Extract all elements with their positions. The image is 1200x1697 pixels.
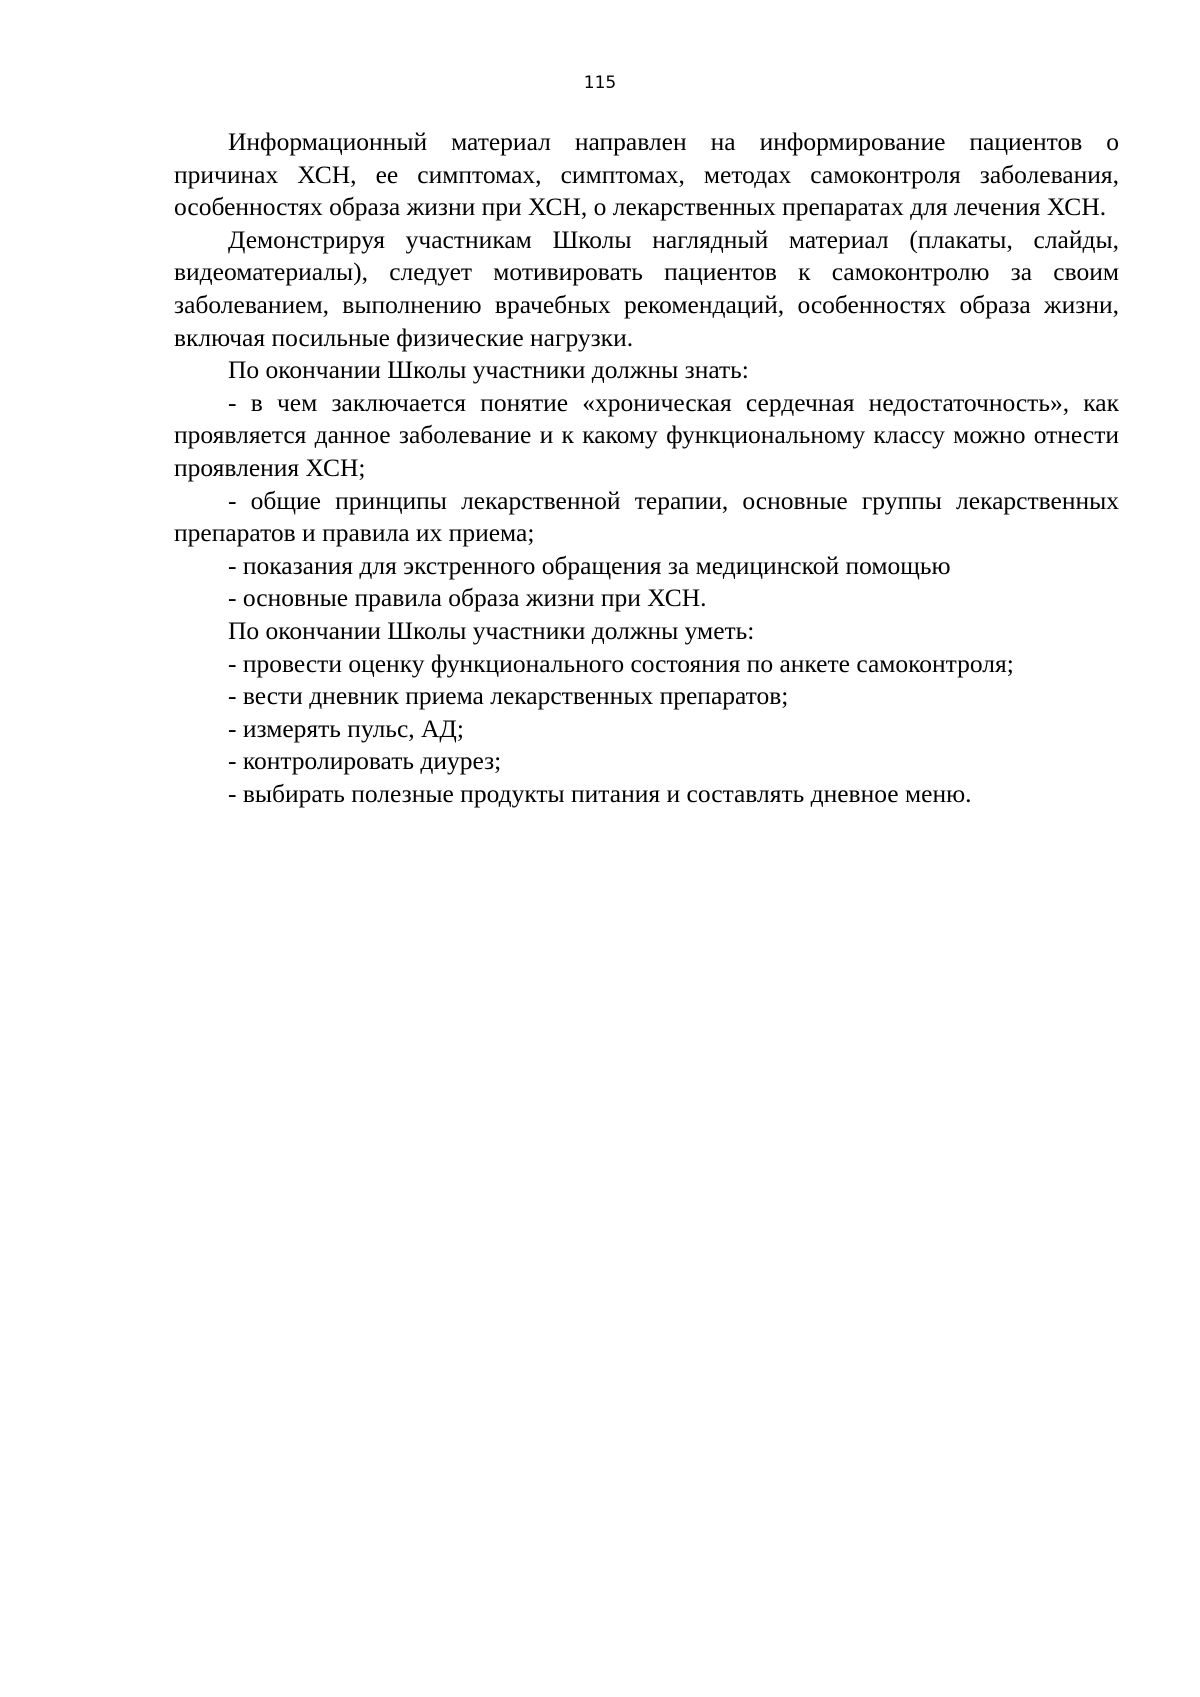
list-item-able-self-assessment: - провести оценку функционального состояния по анкете самоконтроля; [228,648,1014,678]
list-item-know-chf-concept: - в чем заключается понятие «хроническая сердечная недостаточность», как проявляется данное заболевание и к какому функциональному классу можно отнести проявления ХСН; [174,387,1119,482]
page-number: 115 [583,73,617,93]
list-item-know-emergency: - показания для экстренного обращения за медицинской помощью [228,550,951,580]
paragraph-demonstration: Демонстрируя участникам Школы наглядный материал (плакаты, слайды, видеоматериалы), следует мотивировать пациентов к самоконтролю за своим заболеванием, выполнению врачебных рекомендаций, особенностях образа жизни, включая посильные физические нагрузки. [174,224,1119,352]
list-item-able-medication-diary: - вести дневник приема лекарственных препаратов; [228,681,789,711]
paragraph-intro: Информационный материал направлен на информирование пациентов о причинах ХСН, ее симптомах, симптомах, методах самоконтроля заболевания, особенностях образа жизни при ХСН, о лекарственных препаратах для лечения ХСН. [174,127,1119,222]
body-text [174,126,1119,810]
list-item-able-pulse-bp: - измерять пульс, АД; [228,713,464,743]
list-item-able-diuresis: - контролировать диурез; [228,746,502,776]
paragraph-should-be-able-heading: По окончании Школы участники должны уметь: [228,615,755,645]
list-item-know-drug-therapy: - общие принципы лекарственной терапии, основные группы лекарственных препаратов и правила их приема; [174,485,1119,548]
paragraph-should-know-heading: По окончании Школы участники должны знать: [228,355,749,385]
list-item-able-daily-menu: - выбирать полезные продукты питания и составлять дневное меню. [228,778,972,808]
list-item-know-lifestyle: - основные правила образа жизни при ХСН. [228,583,707,613]
